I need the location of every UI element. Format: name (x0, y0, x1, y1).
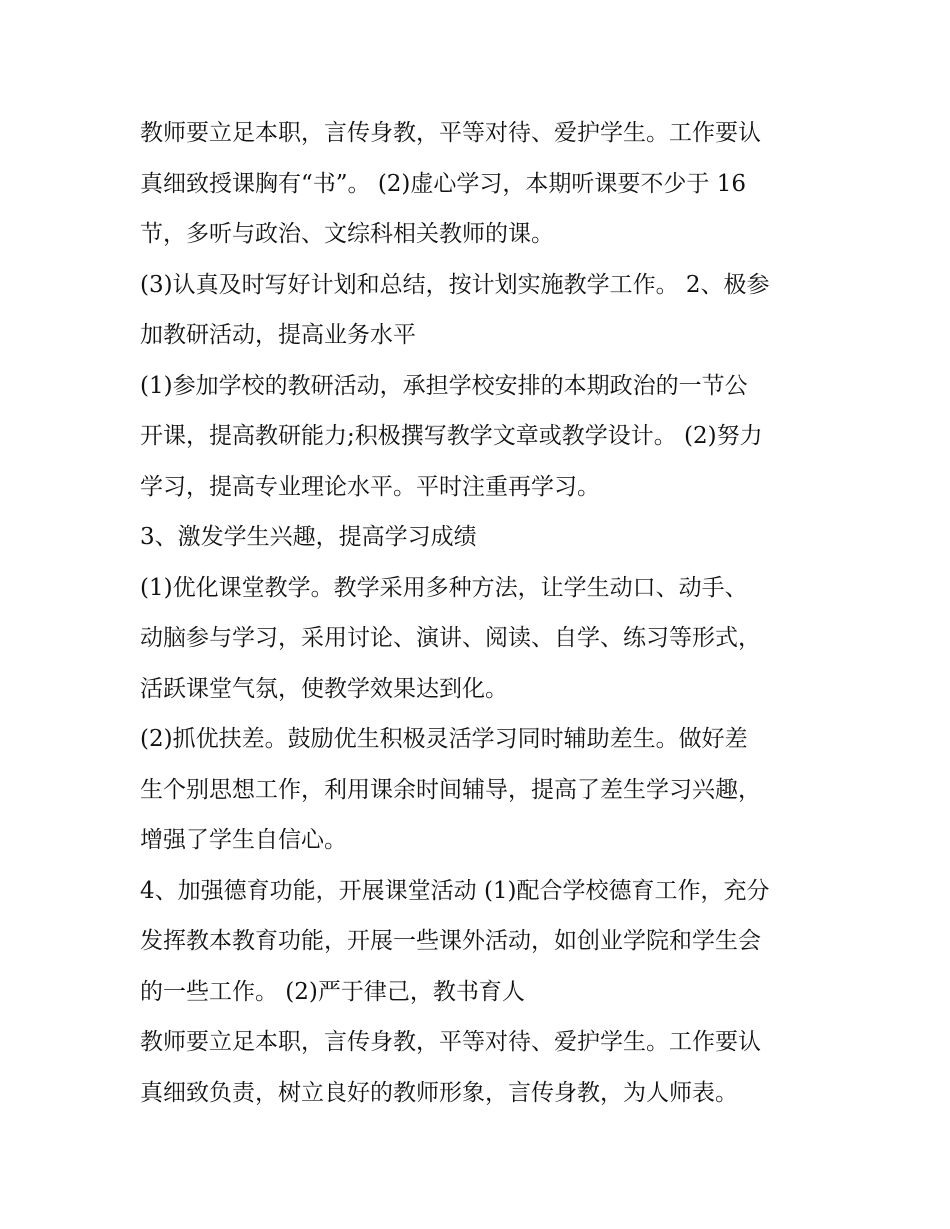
text-line: 加教研活动，提高业务水平 (140, 322, 416, 348)
text-line: (1)优化课堂教学。教学采用多种方法，让学生动口、动手、 (140, 574, 748, 601)
text-line: 3、激发学生兴趣，提高学习成绩 (140, 524, 477, 550)
document-text-body (140, 108, 820, 1118)
text-line: 活跃课堂气氛，使教学效果达到化。 (140, 675, 508, 702)
text-line: 发挥教本教育功能，开展一些课外活动，如创业学院和学生会 (140, 928, 761, 954)
text-line: 开课，提高教研能力;积极撰写教学文章或教学设计。 (2)努力 (140, 423, 763, 449)
text-line: (3)认真及时写好计划和总结，按计划实施教学工作。 2、极参 (140, 271, 770, 298)
text-line: 的一些工作。 (2)严于律己，教书育人 (140, 978, 525, 1005)
text-line: 真细致负责，树立良好的教师形象，言传身教，为人师表。 (140, 1079, 738, 1106)
text-line: (2)抓优扶差。鼓励优生积极灵活学习同时辅助差生。做好差 (140, 726, 748, 752)
text-line: 真细致授课胸有“书”。 (2)虚心学习，本期听课要不少于 16 (140, 170, 746, 197)
text-line: 增强了学生自信心。 (140, 827, 347, 853)
text-line: 动脑参与学习，采用讨论、演讲、阅读、自学、练习等形式， (140, 625, 761, 651)
text-line: 学习，提高专业理论水平。平时注重再学习。 (140, 473, 600, 500)
text-line: 生个别思想工作，利用课余时间辅导，提高了差生学习兴趣， (140, 776, 761, 803)
text-line: 教师要立足本职，言传身教，平等对待、爱护学生。工作要认 (140, 1029, 761, 1055)
text-line: 教师要立足本职，言传身教，平等对待、爱护学生。工作要认 (140, 120, 761, 146)
text-line: 节，多听与政治、文综科相关教师的课。 (140, 221, 554, 247)
text-line: (1)参加学校的教研活动，承担学校安排的本期政治的一节公 (140, 372, 748, 399)
text-line: 4、加强德育功能，开展课堂活动 (1)配合学校德育工作，充分 (140, 877, 770, 904)
